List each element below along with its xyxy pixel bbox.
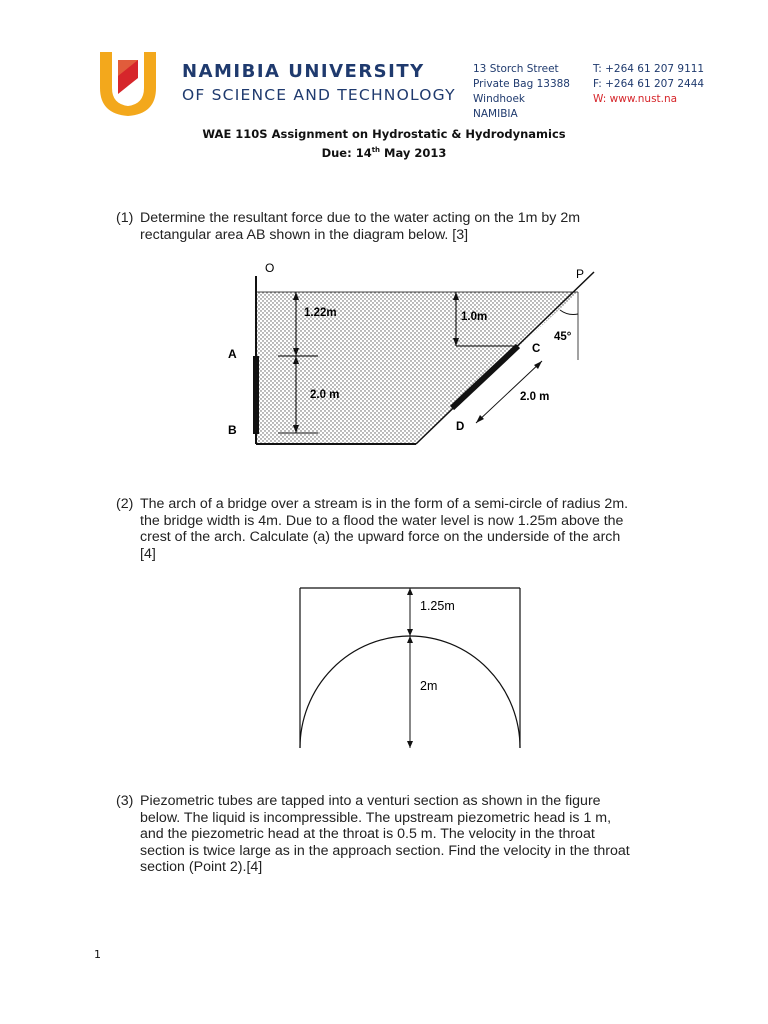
question-line: below. The liquid is incompressible. The upstream piezometric head is 1 m, <box>140 809 612 826</box>
label-b: B <box>228 423 237 437</box>
assignment-title: WAE 110S Assignment on Hydrostatic & Hydrodynamics <box>202 127 566 141</box>
question-line: rectangular area AB shown in the diagram below. [3] <box>140 226 469 243</box>
university-name-line1: NAMIBIA UNIVERSITY <box>182 61 425 82</box>
dim-1-0m: 1.0m <box>461 311 488 323</box>
figure-tank-diagram <box>220 258 610 453</box>
label-p: P <box>576 267 585 281</box>
question-3 <box>116 793 676 879</box>
label-o: O <box>265 261 275 275</box>
dim-1-25m: 1.25m <box>420 599 455 613</box>
plate-ab <box>253 356 259 434</box>
nust-logo <box>94 48 162 118</box>
question-1 <box>116 210 676 246</box>
address-line: Private Bag 13388 <box>473 78 570 90</box>
question-line: [4] <box>140 545 156 562</box>
university-name-line2: OF SCIENCE AND TECHNOLOGY <box>182 86 456 104</box>
phone: T: +264 61 207 9111 <box>593 63 705 75</box>
dim-2m: 2m <box>420 679 438 693</box>
website: W: www.nust.na <box>593 93 678 105</box>
contact-block <box>593 62 704 107</box>
question-line: The arch of a bridge over a stream is in the form of a semi-circle of radius 2m. <box>140 496 629 512</box>
question-2 <box>116 496 676 566</box>
question-line: and the piezometric head at the throat is 0.5 m. The velocity in the throat <box>140 826 595 842</box>
question-line: section is twice large as in the approach section. Find the velocity in the throat <box>140 842 630 859</box>
address-line: NAMIBIA <box>473 108 518 120</box>
question-line: the bridge width is 4m. Due to a flood the water level is now 1.25m above the <box>140 512 624 529</box>
question-line: section (Point 2).[4] <box>140 859 263 875</box>
dim-2-0m-inclined: 2.0 m <box>520 391 550 403</box>
label-a: A <box>228 347 237 361</box>
question-number: (2) <box>116 496 134 512</box>
dim-2-0m-vertical: 2.0 m <box>310 389 340 401</box>
angle-45: 45° <box>554 331 572 343</box>
question-line: Piezometric tubes are tapped into a venturi section as shown in the figure <box>140 793 601 809</box>
figure-arch-diagram <box>296 584 526 754</box>
question-number: (1) <box>116 210 134 226</box>
question-number: (3) <box>116 793 134 809</box>
address-line: 13 Storch Street <box>473 63 559 75</box>
question-line: Determine the resultant force due to the water acting on the 1m by 2m <box>140 210 581 226</box>
page-number: 1 <box>94 948 101 961</box>
address-line: Windhoek <box>473 93 526 105</box>
address-block <box>473 62 570 122</box>
fax: F: +264 61 207 2444 <box>593 78 705 90</box>
question-line: crest of the arch. Calculate (a) the upward force on the underside of the arch <box>140 529 621 545</box>
due-date: Due: 14th May 2013 <box>321 146 447 160</box>
label-d: D <box>456 421 465 433</box>
dim-1-22m: 1.22m <box>304 307 337 319</box>
label-c: C <box>532 343 541 355</box>
